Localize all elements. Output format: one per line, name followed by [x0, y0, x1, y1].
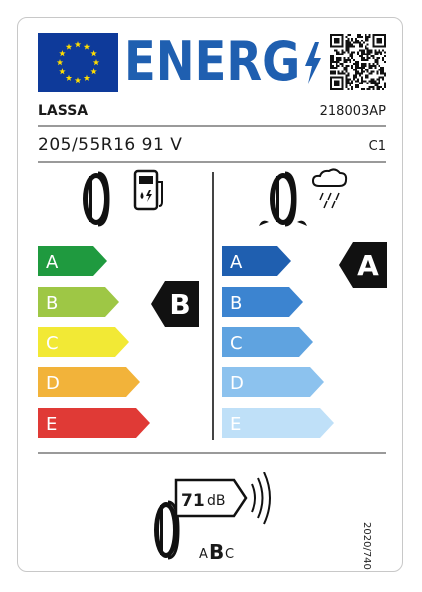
energy-title: ENERG	[124, 30, 301, 93]
energy-bolt-icon	[303, 42, 323, 84]
wet-arrow-b	[222, 287, 303, 321]
fuel-rating-indicator	[151, 281, 199, 327]
noise-class-c: C	[225, 547, 235, 562]
fuel-arrow-a	[38, 246, 107, 280]
wet-arrow-c	[222, 327, 313, 361]
noise-class-b: B	[209, 540, 225, 564]
wet-arrow-d	[222, 367, 324, 401]
fuel-arrow-e	[38, 408, 150, 442]
wet-arrow-label: E	[230, 414, 242, 435]
tyre-wet-grip-icon	[255, 168, 365, 238]
divider-top	[38, 125, 386, 127]
regulation-number: 2020/740	[361, 522, 372, 570]
divider-size	[38, 161, 386, 163]
tyre-type-id: 218003AP	[319, 104, 386, 119]
eu-flag-logo	[38, 33, 118, 92]
center-divider	[212, 172, 214, 440]
fuel-arrow-label: E	[46, 414, 58, 435]
fuel-arrow-label: C	[46, 333, 59, 354]
wet-arrow-a	[222, 246, 291, 280]
wet-arrow-label: B	[230, 293, 243, 314]
fuel-arrow-d	[38, 367, 140, 401]
fuel-arrow-c	[38, 327, 129, 361]
noise-unit: dB	[207, 493, 226, 509]
supplier-name: LASSA	[38, 103, 89, 119]
divider-bottom	[38, 452, 386, 454]
noise-class-a: A	[199, 547, 208, 562]
noise-value: 71	[181, 491, 205, 511]
wet-arrow-label: D	[230, 373, 244, 394]
fuel-arrow-label: A	[46, 252, 59, 273]
tyre-size-designation: 205/55R16 91 V	[38, 135, 183, 155]
wet-grip-rating-indicator	[339, 242, 387, 288]
qr-code-icon	[330, 33, 386, 91]
tyre-class: C1	[368, 139, 386, 154]
wet-arrow-e	[222, 408, 334, 442]
fuel-arrow-label: B	[46, 293, 59, 314]
tyre-fuel-icon	[78, 168, 168, 230]
fuel-arrow-label: D	[46, 373, 60, 394]
wet-grip-rating-letter: A	[357, 249, 379, 282]
wet-arrow-label: C	[230, 333, 243, 354]
fuel-rating-letter: B	[169, 288, 191, 321]
wet-arrow-label: A	[230, 252, 243, 273]
fuel-arrow-b	[38, 287, 119, 321]
